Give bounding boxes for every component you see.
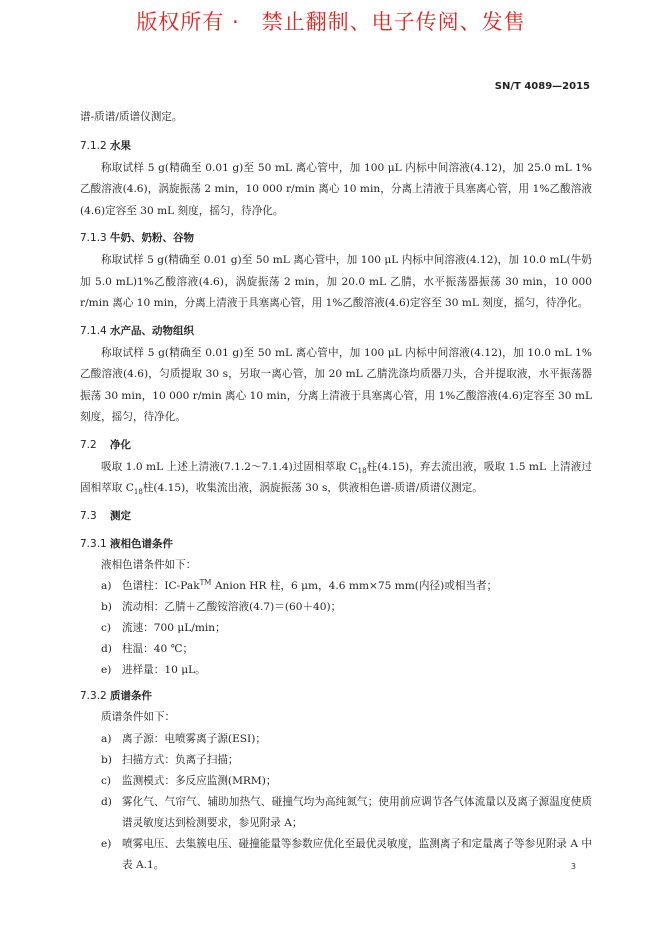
section-7-3-2-heading [80, 689, 592, 703]
section-number: 7.1.4 [80, 324, 107, 337]
text-part: 吸取 1.0 mL 上述上清液(7.1.2～7.1.4)过固相萃取 C [101, 460, 358, 473]
section-7-2-heading [80, 438, 592, 452]
text-part: Anion HR 柱，6 μm，4.6 mm×75 mm(内径)或相当者； [211, 580, 498, 592]
list-text: 柱温：40 ℃； [122, 643, 194, 655]
section-7-3-2-lead: 质谱条件如下： [101, 711, 176, 723]
list-item [80, 639, 592, 660]
section-number: 7.3 [80, 509, 97, 522]
list-text: 雾化气、气帘气、辅助加热气、碰撞气均为高纯氮气；使用前应调节各气体流量以及离子源温度使质谱灵敏度达到检测要求，参见附录 A； [122, 795, 592, 829]
section-number: 7.3.1 [80, 537, 107, 550]
document-body [80, 107, 592, 876]
section-title: 测定 [110, 509, 131, 522]
section-7-2-text [80, 457, 592, 500]
list-item [80, 729, 592, 750]
list-marker: b) [101, 753, 112, 766]
list-marker: d) [101, 643, 112, 655]
section-number: 7.3.2 [80, 690, 107, 702]
intro-text: 谱-质谱/质谱仪测定。 [80, 111, 183, 123]
list-text: 进样量：10 μL。 [122, 664, 206, 676]
section-7-1-4-heading [80, 324, 592, 338]
section-7-1-2-heading [80, 139, 592, 153]
list-marker: b) [101, 601, 112, 613]
list-text: 扫描方式：负离子扫描； [122, 753, 239, 766]
section-7-1-4-text: 称取试样 5 g(精确至 0.01 g)至 50 mL 离心管中，加 100 μL 内标中间溶液(4.12)，加 10.0 mL 1%乙酸溶液(4.6)，匀质提取 30 s，另取一离心管，加 20 mL 乙腈洗涤均质器刀头，合并提取液，水平振荡器振荡 30 min，10 000 r/min 离心 10 min，分离上清液于具塞离心管，用 1%乙酸溶液(4.6)定容至 30 mL 刻度，摇匀，待净化。 [80, 346, 592, 423]
list-item [80, 834, 592, 876]
section-title: 水产品、动物组织 [110, 324, 194, 337]
section-title: 牛奶、奶粉、谷物 [110, 232, 194, 244]
list-marker: c) [101, 622, 112, 634]
list-text: 流动相：乙腈＋乙酸铵溶液(4.7)＝(60＋40)； [122, 601, 342, 613]
list-marker: a) [101, 732, 112, 745]
subscript: 18 [133, 488, 143, 497]
list-text: 喷雾电压、去集簇电压、碰撞能量等参数应优化至最优灵敏度，监测离子和定量离子等参见附录 A 中表 A.1。 [122, 837, 592, 871]
subscript: 18 [357, 466, 367, 475]
section-7-1-3-text: 称取试样 5 g(精确至 0.01 g)至 50 mL 离心管中，加 100 μL 内标中间溶液(4.12)，加 10.0 mL(牛奶加 5.0 mL)1%乙酸溶液(4.6)，涡旋振荡 2 min，加 20.0 mL 乙腈，水平振荡器振荡 30 min，10 000 r/min 离心 10 min，分离上清液于具塞离心管，用 1%乙酸溶液(4.6)定容至 30 mL 刻度，摇匀，待净化。 [80, 254, 592, 309]
list-item [80, 660, 592, 681]
list-marker: e) [101, 664, 112, 676]
list-marker: d) [101, 795, 112, 808]
section-title: 水果 [110, 139, 131, 152]
section-7-1-3-heading [80, 231, 592, 245]
list-item [80, 618, 592, 639]
section-title: 液相色谱条件 [110, 537, 173, 550]
section-number: 7.1.3 [80, 232, 107, 244]
list-item [80, 771, 592, 792]
list-marker: e) [101, 837, 112, 850]
list-text: 监测模式：多反应监测(MRM)； [122, 774, 277, 787]
section-title: 净化 [110, 438, 131, 451]
watermark-banner: 版权所有 · 禁止翻制、电子传阅、发售 [136, 10, 526, 34]
section-7-3-heading [80, 509, 592, 523]
superscript: TM [199, 578, 212, 587]
list-item [80, 576, 592, 597]
list-text: 流速：700 μL/min； [122, 622, 226, 634]
section-7-3-1-lead: 液相色谱条件如下： [101, 558, 197, 571]
document-code: SN/T 4089—2015 [494, 81, 590, 92]
list-item [80, 597, 592, 618]
section-7-1-2-text: 称取试样 5 g(精确至 0.01 g)至 50 mL 离心管中，加 100 μL 内标中间溶液(4.12)，加 25.0 mL 1%乙酸溶液(4.6)，涡旋振荡 2 min，10 000 r/min 离心 10 min，分离上清液于具塞离心管，用 1%乙酸溶液(4.6)定容至 30 mL 刻度，摇匀，待净化。 [80, 161, 592, 217]
list-text: 离子源：电喷雾离子源(ESI)； [122, 732, 266, 745]
page-number: 3 [570, 862, 576, 871]
list-marker: c) [101, 774, 112, 787]
section-number: 7.1.2 [80, 139, 107, 152]
section-number: 7.2 [80, 438, 97, 451]
list-item [80, 750, 592, 771]
list-text [122, 576, 592, 597]
list-marker: a) [101, 580, 112, 592]
section-7-3-1-heading [80, 537, 592, 551]
text-part: 色谱柱：IC-Pak [122, 580, 200, 592]
list-item [80, 792, 592, 834]
text-part: 柱(4.15)，弃去流出液，吸取 1.5 mL 上清液过固相萃取 C [80, 460, 592, 494]
text-part: 柱(4.15)，收集流出液，涡旋振荡 30 s，供液相色谱-质谱/质谱仪测定。 [142, 482, 483, 494]
section-title: 质谱条件 [110, 690, 152, 702]
